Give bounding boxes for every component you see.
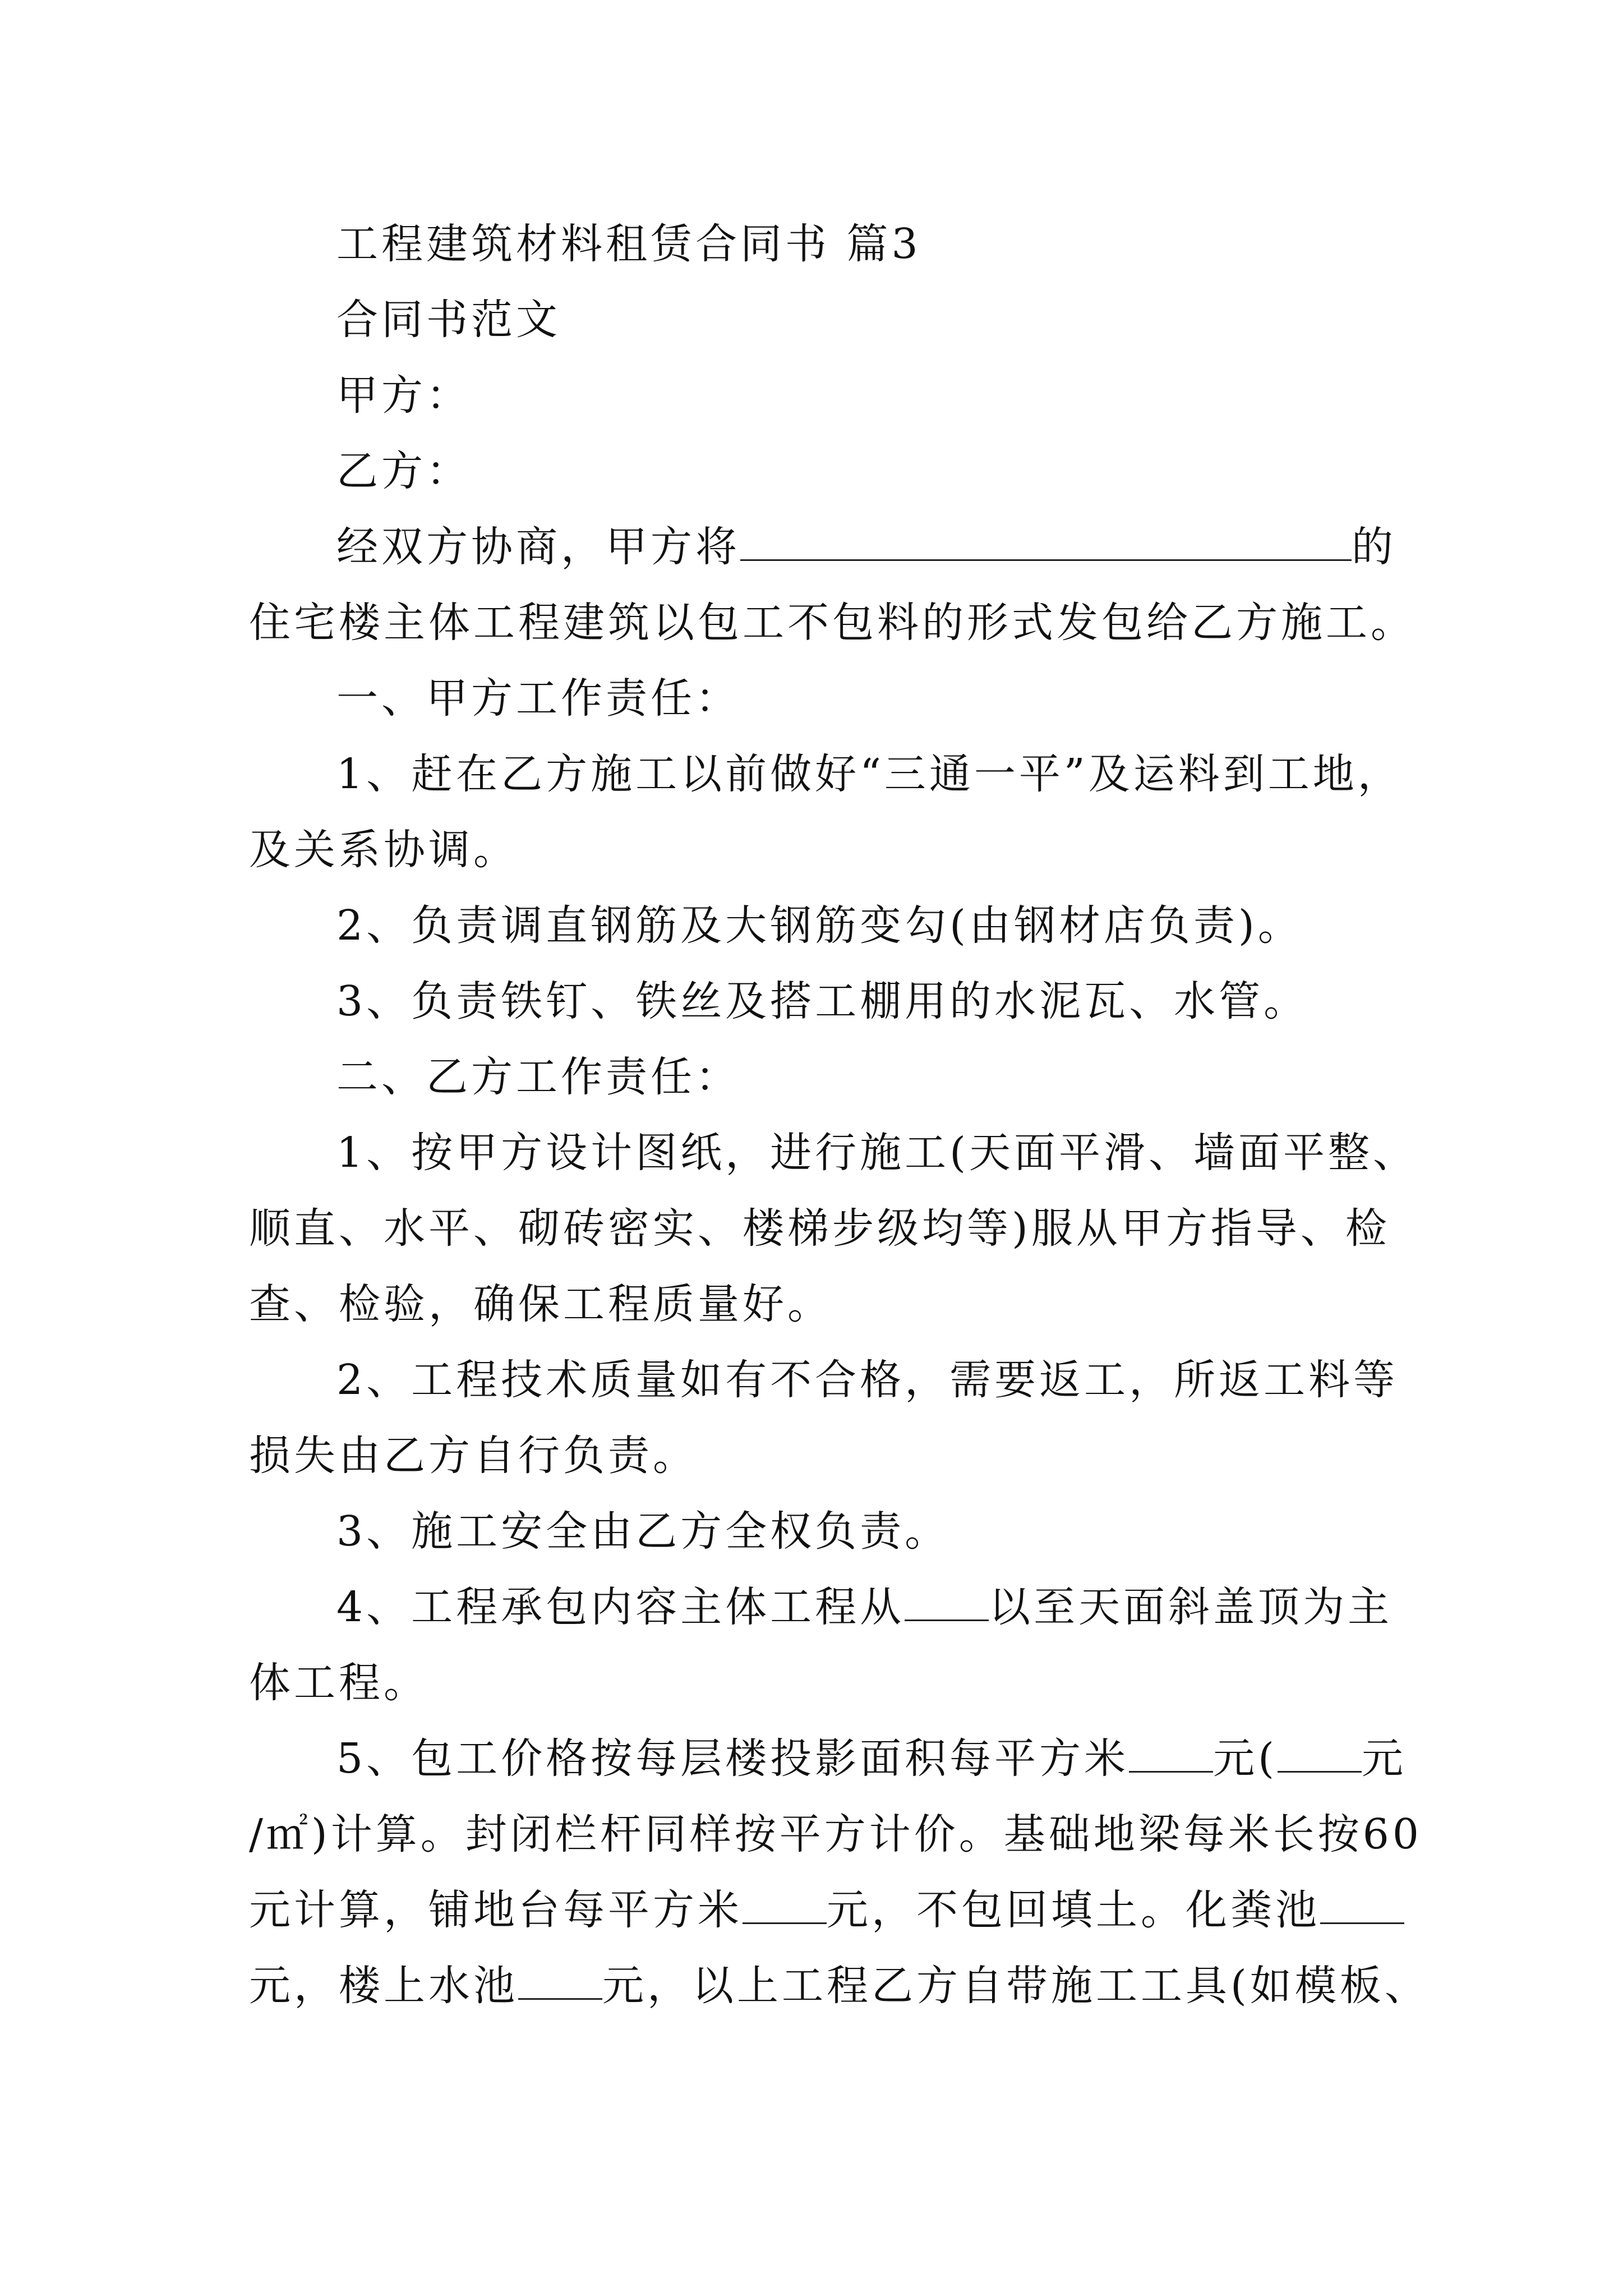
intro-text-2: 住宅楼主体工程建筑以包工不包料的形式发包给乙方施工。	[249, 599, 1415, 647]
section1-heading-text: 一、甲方工作责任：	[336, 674, 740, 723]
party-a-label: 甲方：	[336, 371, 471, 420]
unit-price-blank	[1129, 1735, 1213, 1773]
s1-item3-text: 3、负责铁钉、铁丝及搭工棚用的水泥瓦、水管。	[336, 977, 1309, 1025]
s2-item4-line1	[336, 1579, 1514, 1635]
s2-item4-text1a: 4、工程承包内容主体工程从	[336, 1583, 905, 1631]
project-name-blank	[740, 523, 1352, 561]
s2-item1-line2	[249, 1200, 1427, 1257]
s2-item2-line1	[336, 1352, 1514, 1408]
s2-item4-line2	[249, 1655, 1427, 1711]
s2-item5-text4b: 元，以上工程乙方自带施工工具(如模板、	[602, 1962, 1430, 2010]
floor-price-blank	[743, 1887, 827, 1924]
s2-item5-line4	[249, 1958, 1430, 2014]
party-b-label: 乙方：	[336, 447, 471, 495]
s1-item1-text2: 及关系协调。	[249, 826, 518, 874]
s2-item5-text1a: 5、包工价格按每层楼投影面积每平方米	[336, 1734, 1129, 1783]
s2-item5-text3a: 元计算，铺地台每平方米	[249, 1886, 743, 1934]
s2-item5-text1c: 元	[1361, 1734, 1407, 1783]
party-b-line	[336, 443, 1514, 499]
s1-item1-line2	[249, 822, 1427, 878]
s2-item1-text1: 1、按甲方设计图纸，进行施工(天面平滑、墙面平整、	[336, 1129, 1418, 1177]
s2-item3	[336, 1503, 1514, 1559]
s2-item5-text3b: 元，不包回填土。化粪池	[827, 1886, 1320, 1934]
intro-text-a: 经双方协商，甲方将	[336, 523, 740, 571]
s2-item3-text: 3、施工安全由乙方全权负责。	[336, 1507, 950, 1556]
section2-heading-text: 二、乙方工作责任：	[336, 1053, 740, 1101]
s1-item2-text: 2、负责调直钢筋及大钢筋变勾(由钢材店负责)。	[336, 901, 1303, 950]
s2-item2-line2	[249, 1428, 1427, 1484]
intro-line-1	[336, 519, 1514, 575]
subtitle-text: 合同书范文	[336, 296, 561, 344]
s1-item1-text1: 1、赶在乙方施工以前做好“三通一平”及运料到工地，	[336, 750, 1403, 798]
s1-item3	[336, 973, 1514, 1029]
document-subtitle	[336, 292, 1514, 348]
scope-start-blank	[905, 1584, 989, 1621]
s2-item1-line1	[336, 1125, 1514, 1181]
s2-item5-line2	[249, 1806, 1427, 1862]
s2-item5-text1b: 元(	[1213, 1734, 1278, 1783]
section1-heading	[336, 670, 1514, 726]
unit-price-uppercase-blank	[1278, 1735, 1362, 1773]
septic-tank-price-blank	[1320, 1887, 1404, 1924]
title-text: 工程建筑材料租赁合同书 篇3	[336, 220, 921, 268]
intro-line-2	[249, 595, 1427, 651]
water-tank-price-blank	[518, 1962, 602, 2000]
s2-item5-line3	[249, 1882, 1427, 1938]
s2-item4-text1b: 以至天面斜盖顶为主	[989, 1583, 1393, 1631]
document-title	[336, 216, 1514, 272]
s2-item5-text4a: 元，楼上水池	[249, 1962, 518, 2010]
s2-item1-line3	[249, 1276, 1427, 1332]
s2-item4-text2: 体工程。	[249, 1659, 428, 1707]
s2-item1-text3: 查、检验，确保工程质量好。	[249, 1280, 832, 1328]
s2-item2-text1: 2、工程技术质量如有不合格，需要返工，所返工料等	[336, 1356, 1399, 1404]
section2-heading	[336, 1049, 1514, 1105]
s2-item1-text2: 顺直、水平、砌砖密实、楼梯步级均等)服从甲方指导、检	[249, 1204, 1390, 1253]
s2-item5-text2: /㎡)计算。封闭栏杆同样按平方计价。基础地梁每米长按60	[249, 1810, 1422, 1858]
party-a-line	[336, 367, 1514, 424]
s1-item2	[336, 898, 1514, 954]
s1-item1-line1	[336, 746, 1514, 802]
s2-item5-line1	[336, 1731, 1514, 1787]
intro-text-b: 的	[1352, 523, 1396, 571]
s2-item2-text2: 损失由乙方自行负责。	[249, 1432, 698, 1480]
